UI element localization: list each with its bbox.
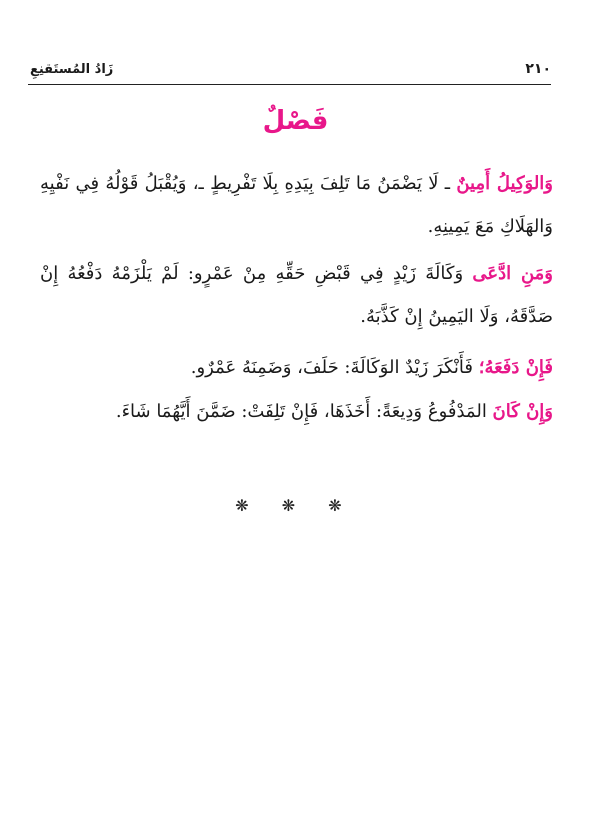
paragraph-1-body: ـ لَا يَضْمَنُ مَا تَلِفَ بِيَدِهِ بِلَا تَفْرِيطٍ ـ، وَيُقْبَلُ قَوْلُهُ فِي نَفْيِهِ وَالهَلَاكِ مَعَ يَمِينِهِ. — [40, 173, 553, 237]
book-title: زَادُ المُستَقنِعِ — [30, 62, 114, 77]
paragraph-3 — [40, 346, 553, 389]
paragraph-4-body: المَدْفُوعُ وَدِيعَةً: أَخَذَهَا، فَإِنْ تَلِفَتْ: ضَمَّنَ أَيَّهُمَا شَاءَ. — [115, 401, 493, 422]
paragraph-1 — [40, 162, 553, 248]
paragraph-1-lead: وَالوَكِيلُ أَمِينٌ — [456, 173, 553, 194]
paragraph-2-body: وَكَالَةَ زَيْدٍ فِي قَبْضِ حَقِّهِ مِنْ عَمْرٍو: لَمْ يَلْزَمْهُ دَفْعُهُ إِنْ صَدَّقَهُ، وَلَا اليَمِينُ إِنْ كَذَّبَهُ. — [40, 263, 553, 327]
page-number: ٢١٠ — [525, 61, 551, 77]
paragraph-3-body: فَأَنْكَرَ زَيْدٌ الوَكَالَةَ: حَلَفَ، وَضَمِنَهُ عَمْرٌو. — [190, 357, 479, 378]
page-header — [28, 58, 551, 85]
paragraph-2 — [40, 252, 553, 338]
section-heading: فَصْلٌ — [262, 106, 329, 136]
paragraph-4-lead: وَإِنْ كَانَ — [492, 401, 553, 422]
paragraph-4 — [40, 390, 553, 433]
section-separator: ❋ ❋ ❋ — [235, 496, 356, 515]
paragraph-2-lead: وَمَنِ ادَّعَى — [472, 263, 553, 284]
paragraph-3-lead: فَإِنْ دَفَعَهُ؛ — [478, 357, 553, 378]
